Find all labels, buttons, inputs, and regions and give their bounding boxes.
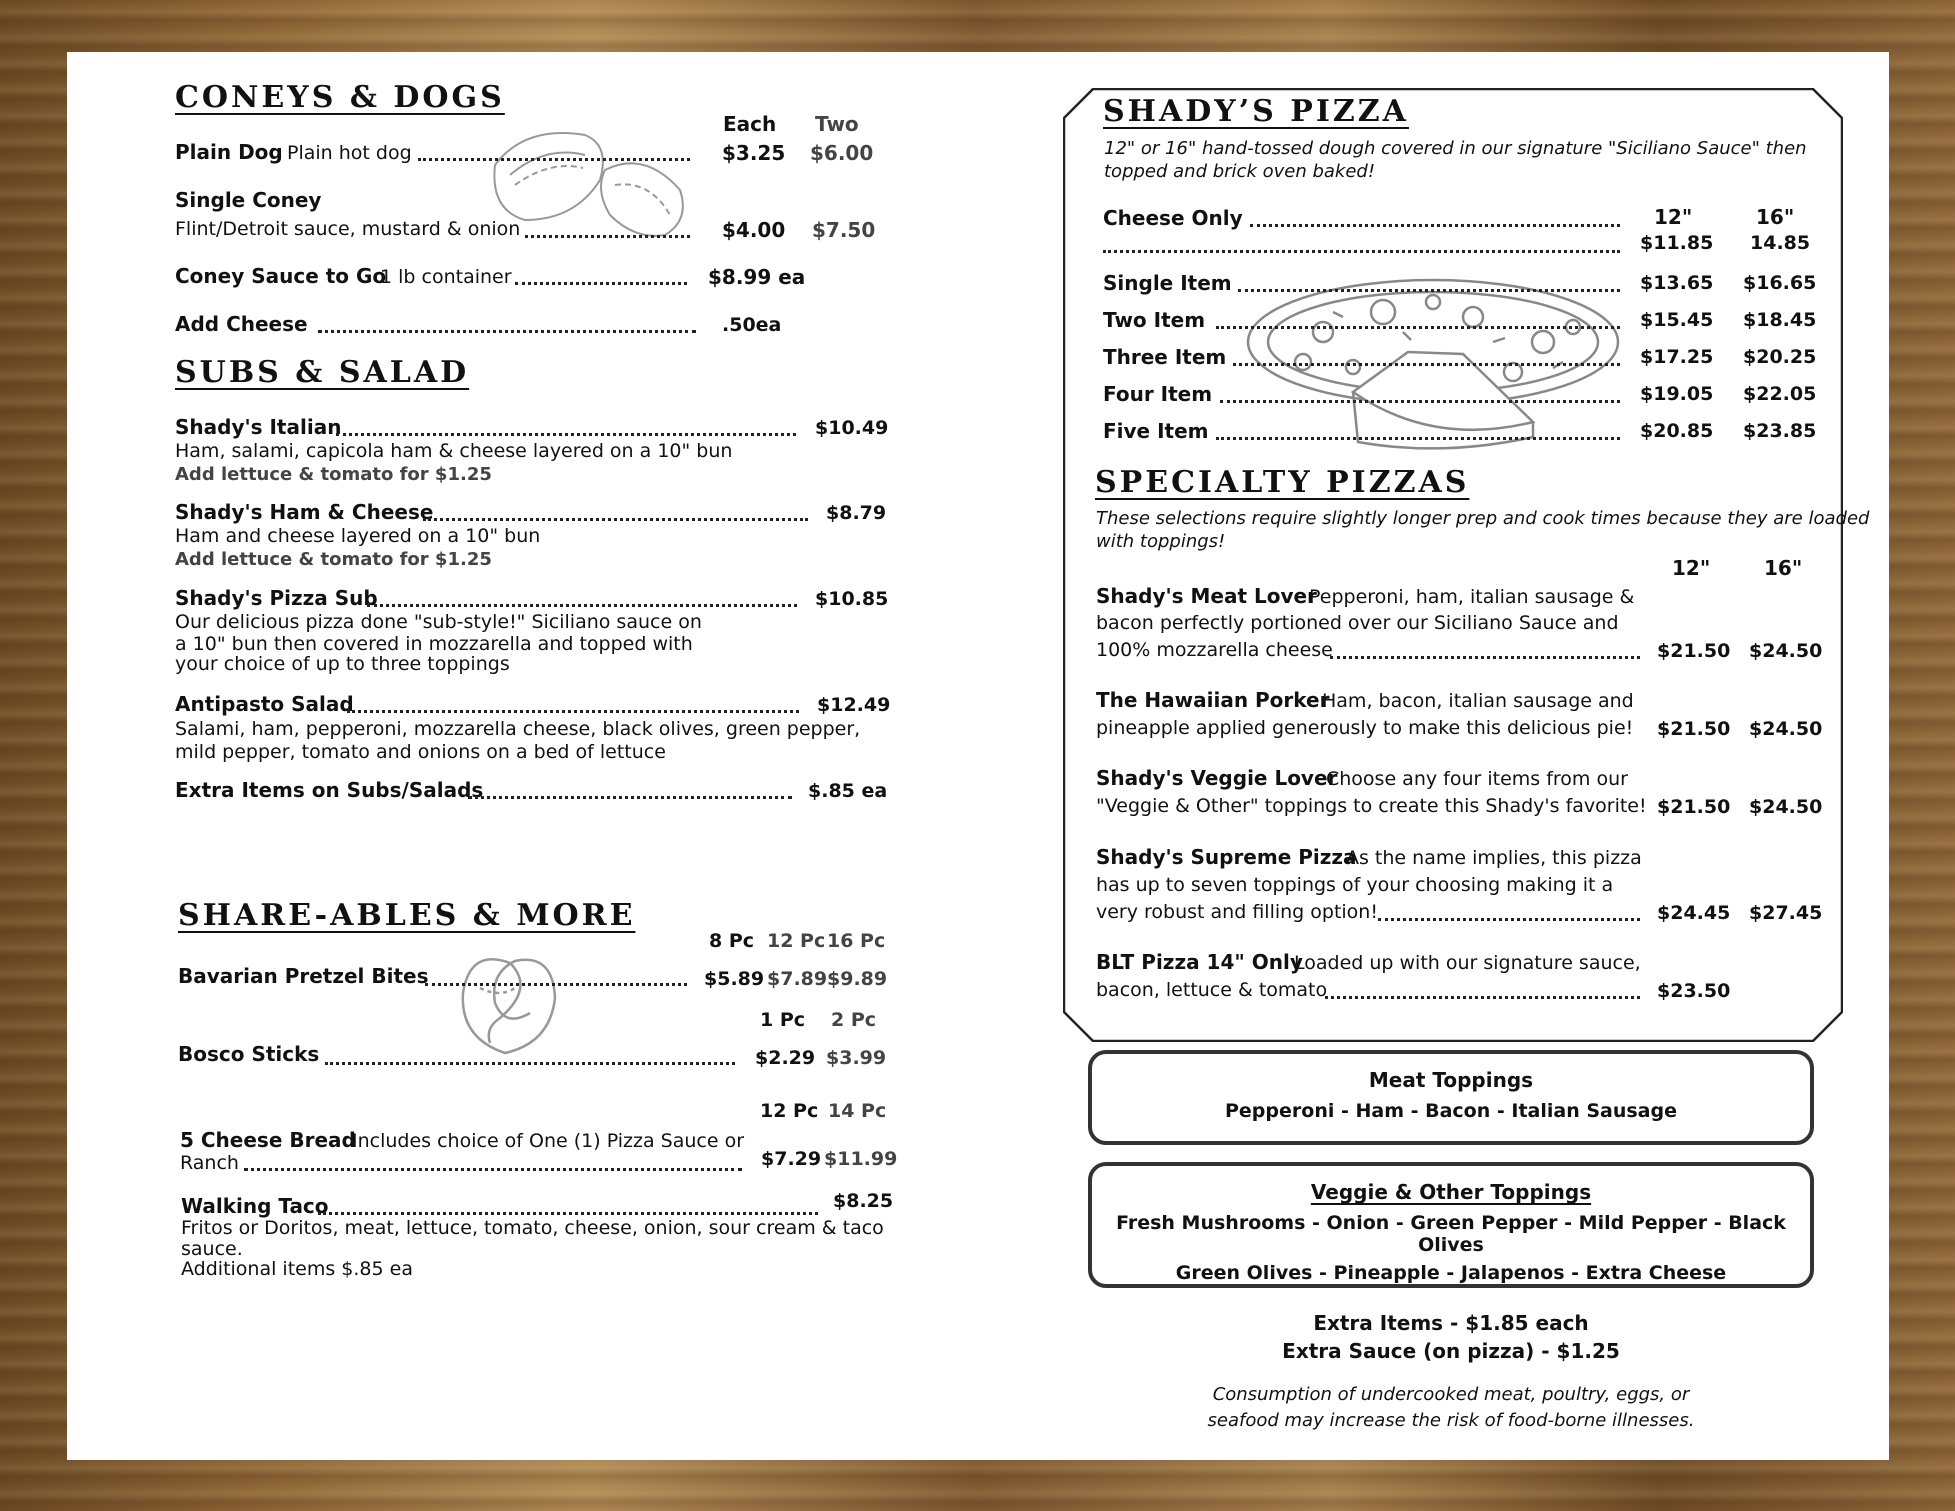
coney-sauce-price: $8.99 ea [708,265,806,289]
leader-dots [1233,363,1620,366]
specialty-desc: As the name implies, this pizza [1346,847,1642,869]
bread-col-14: 14 Pc [828,1100,887,1122]
pizza-item-name: Two Item [1103,308,1206,332]
specialty-col-12: 12" [1672,556,1711,580]
specialty-price-12: $24.45 [1657,902,1731,924]
pizza-sub-name: Shady's Pizza Sub [175,586,378,610]
pretzel-price-8: $5.89 [704,968,765,990]
bread-name: 5 Cheese Bread [180,1128,356,1152]
pretzel-price-16: $9.89 [827,968,888,990]
specialty-price-16: $27.45 [1749,902,1823,924]
leader-dots [425,983,687,986]
specialty-price-12: $21.50 [1657,796,1731,818]
bread-desc: Includes choice of One (1) Pizza Sauce or [352,1130,745,1152]
specialty-desc: has up to seven toppings of your choosing making it a [1096,874,1614,896]
plain-dog-desc: Plain hot dog [287,142,412,164]
pizza-item-price-12: $13.65 [1640,272,1714,294]
pizza-item-name: Five Item [1103,419,1209,443]
pizza-col-16: 16" [1756,205,1795,229]
pizza-col-12: 12" [1654,205,1693,229]
specialty-desc: bacon perfectly portioned over our Siciliano Sauce and [1096,612,1619,634]
specialty-desc: very robust and filling option! [1096,901,1378,923]
leader-dots [423,518,808,521]
taco-desc-2: sauce. [181,1238,243,1260]
ham-cheese-price: $8.79 [826,502,887,524]
specialty-price-16: $24.50 [1749,640,1823,662]
pretzel-name: Bavarian Pretzel Bites [178,964,429,988]
pizza-item-price-12: $17.25 [1640,346,1714,368]
pizza-item-price-16: $18.45 [1743,309,1817,331]
leader-dots [1325,996,1640,999]
specialty-desc: Loaded up with our signature sauce, [1294,952,1641,974]
antipasto-price: $12.49 [817,694,891,716]
specialty-desc: 100% mozzarella cheese [1096,639,1333,661]
extra-items-subs-name: Extra Items on Subs/Salads [175,778,484,802]
specialty-col-16: 16" [1764,556,1803,580]
leader-dots [1103,250,1620,253]
meat-toppings-title: Meat Toppings [1368,1068,1534,1092]
add-cheese-name: Add Cheese [175,312,308,336]
specialty-desc: pineapple applied generously to make this delicious pie! [1096,717,1634,739]
antipasto-name: Antipasto Salad [175,692,354,716]
pizza-section-frame [1063,88,1843,1042]
leader-dots [1220,400,1620,403]
bosco-name: Bosco Sticks [178,1042,320,1066]
pizza-sub-desc-3: your choice of up to three toppings [175,653,510,675]
specialty-name: BLT Pizza 14" Only [1096,950,1303,974]
specialty-desc: bacon, lettuce & tomato [1096,979,1328,1001]
italian-desc: Ham, salami, capicola ham & cheese layered on a 10" bun [175,440,733,462]
specialty-intro-2: with toppings! [1096,531,1226,552]
leader-dots [1216,437,1620,440]
veggie-toppings-title: Veggie & Other Toppings [1310,1180,1592,1204]
pretzel-icon [455,943,565,1061]
leader-dots [1250,224,1620,227]
single-coney-each: $4.00 [722,218,786,242]
leader-dots [325,1062,735,1065]
pizza-item-price-12: $20.85 [1640,420,1714,442]
specialty-price-12: $21.50 [1657,640,1731,662]
pizza-title: SHADY’S PIZZA [1103,94,1409,129]
taco-name: Walking Taco [181,1194,329,1218]
ham-cheese-desc: Ham and cheese layered on a 10" bun [175,525,541,547]
pizza-item-price-12: $15.45 [1640,309,1714,331]
specialty-desc: Pepperoni, ham, italian sausage & [1309,586,1635,608]
specialty-desc: Choose any four items from our [1326,768,1628,790]
specialty-price-16: $24.50 [1749,718,1823,740]
specialty-price-12: $21.50 [1657,718,1731,740]
leader-dots [1330,656,1640,659]
taco-desc-1: Fritos or Doritos, meat, lettuce, tomato, cheese, onion, sour cream & taco [181,1217,884,1239]
bread-price-14: $11.99 [824,1148,898,1170]
pizza-item-price-16: $20.25 [1743,346,1817,368]
leader-dots [1378,918,1640,921]
coney-sauce-name: Coney Sauce to Go [175,264,387,288]
subs-title: SUBS & SALAD [175,355,470,390]
bread-col-12: 12 Pc [760,1100,819,1122]
bosco-price-2: $3.99 [826,1047,887,1069]
specialty-name: Shady's Veggie Lover [1096,766,1338,790]
specialty-price-12: $23.50 [1657,980,1731,1002]
bread-desc-2: Ranch [180,1152,239,1174]
specialty-price-16: $24.50 [1749,796,1823,818]
ham-cheese-add: Add lettuce & tomato for $1.25 [175,549,492,570]
pizza-item-price-12: $11.85 [1640,232,1714,254]
pretzel-col-12: 12 Pc [767,930,826,952]
shareables-title: SHARE-ABLES & MORE [178,898,636,933]
ham-cheese-name: Shady's Ham & Cheese [175,500,434,524]
coneys-col-two: Two [815,112,859,136]
coneys-title: CONEYS & DOGS [175,80,505,115]
pizza-sub-price: $10.85 [815,588,889,610]
taco-desc-3: Additional items $.85 ea [181,1258,413,1280]
pizza-item-name: Single Item [1103,271,1232,295]
coney-sauce-desc: 1 lb container [380,266,512,288]
add-cheese-price: .50ea [722,314,782,336]
bread-price-12: $7.29 [761,1148,822,1170]
pizza-item-price-16: $22.05 [1743,383,1817,405]
pizza-icon [1243,272,1628,450]
plain-dog-each: $3.25 [722,141,786,165]
leader-dots [336,433,796,436]
disclaimer-line-1: Consumption of undercooked meat, poultry, eggs, or [1212,1384,1690,1405]
leader-dots [468,796,792,799]
single-coney-name: Single Coney [175,188,322,212]
pizza-item-price-16: 14.85 [1750,232,1811,254]
specialty-name: The Hawaiian Porker [1096,688,1330,712]
pizza-item-name: Cheese Only [1103,206,1243,230]
extra-items-subs-price: $.85 ea [808,780,888,802]
pretzel-col-16: 16 Pc [827,930,886,952]
pizza-item-price-12: $19.05 [1640,383,1714,405]
leader-dots [318,330,696,333]
extras-line-1: Extra Items - $1.85 each [1313,1311,1589,1335]
leader-dots [367,604,797,607]
disclaimer-line-2: seafood may increase the risk of food-borne illnesses. [1207,1410,1695,1431]
antipasto-desc-1: Salami, ham, pepperoni, mozzarella cheese, black olives, green pepper, [175,718,861,740]
specialty-name: Shady's Supreme Pizza [1096,845,1357,869]
specialty-desc: "Veggie & Other" toppings to create this Shady's favorite! [1096,795,1647,817]
pizza-item-price-16: $23.85 [1743,420,1817,442]
meat-toppings-box [1088,1050,1814,1145]
pretzel-price-12: $7.89 [767,968,828,990]
bosco-price-1: $2.29 [755,1047,816,1069]
leader-dots [1216,326,1620,329]
veggie-toppings-box [1088,1162,1814,1288]
bosco-col-2: 2 Pc [831,1009,877,1031]
bosco-col-1: 1 Pc [760,1009,806,1031]
specialty-name: Shady's Meat Lover [1096,584,1317,608]
specialty-desc: Ham, bacon, italian sausage and [1322,690,1634,712]
specialty-title: SPECIALTY PIZZAS [1095,465,1470,500]
pizza-item-name: Three Item [1103,345,1227,369]
taco-price: $8.25 [833,1190,894,1212]
meat-toppings-list: Pepperoni - Ham - Bacon - Italian Sausage [1225,1100,1677,1122]
veggie-toppings-line-2: Green Olives - Pineapple - Jalapenos - Extra Cheese [1175,1262,1727,1284]
leader-dots [515,282,687,285]
pizza-sub-desc-1: Our delicious pizza done "sub-style!" Siciliano sauce on [175,611,702,633]
italian-name: Shady's Italian [175,415,342,439]
extras-line-2: Extra Sauce (on pizza) - $1.25 [1282,1339,1620,1363]
specialty-intro-1: These selections require slightly longer prep and cook times because they are loaded [1096,508,1870,529]
pizza-intro-1: 12" or 16" hand-tossed dough covered in our signature "Siciliano Sauce" then [1104,138,1807,159]
italian-add: Add lettuce & tomato for $1.25 [175,464,492,485]
plain-dog-two: $6.00 [810,141,874,165]
leader-dots [347,710,799,713]
pretzel-col-8: 8 Pc [709,930,755,952]
pizza-sub-desc-2: a 10" bun then covered in mozzarella and topped with [175,633,693,655]
leader-dots [1238,289,1620,292]
leader-dots [244,1168,742,1171]
leader-dots [318,1212,818,1215]
pizza-intro-2: topped and brick oven baked! [1104,161,1376,182]
italian-price: $10.49 [815,417,889,439]
single-coney-two: $7.50 [812,218,876,242]
pizza-item-price-16: $16.65 [1743,272,1817,294]
antipasto-desc-2: mild pepper, tomato and onions on a bed of lettuce [175,741,666,763]
pizza-item-name: Four Item [1103,382,1213,406]
leader-dots [418,158,690,161]
veggie-toppings-line-1: Fresh Mushrooms - Onion - Green Pepper - Mild Pepper - Black Olives [1116,1212,1786,1256]
plain-dog-name: Plain Dog [175,140,283,164]
leader-dots [525,235,690,238]
single-coney-desc: Flint/Detroit sauce, mustard & onion [175,218,521,240]
coneys-col-each: Each [723,112,777,136]
